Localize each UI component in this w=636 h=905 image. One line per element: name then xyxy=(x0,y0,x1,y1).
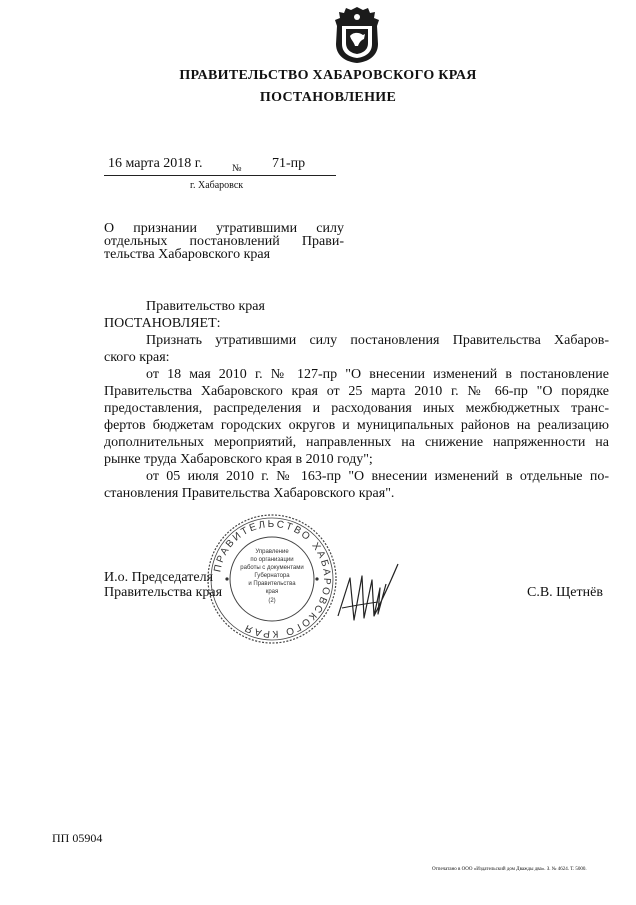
stamp-center-line: края xyxy=(265,589,279,595)
stamp-center-line: по организации xyxy=(250,557,294,563)
body-line: становления Правительства Хабаровского края". xyxy=(104,486,395,501)
body-line: рынке труда Хабаровского края в 2010 году"; xyxy=(104,452,373,467)
position-line: Правительства края xyxy=(104,585,223,600)
government-title: ПРАВИТЕЛЬСТВО ХАБАРОВСКОГО КРАЯ xyxy=(179,68,477,83)
printer-imprint: Отпечатано в ООО «Издательский дом Дважды два». З. № 4624. Т. 5000. xyxy=(432,867,587,872)
body-line: ского края: xyxy=(104,350,170,365)
stamp-center-line: и Правительства xyxy=(248,581,296,587)
stamp-center-line: (2) xyxy=(268,598,276,604)
document-number: 71-пр xyxy=(272,156,306,171)
body-line: фертов бюджетам городских округов и муниципальных районов на реализацию xyxy=(104,418,609,433)
body-line: предоставления, распределения и расходования иных межбюджетных транс- xyxy=(104,401,609,416)
signatory-position xyxy=(104,570,222,600)
stamp-ring-text: ПРАВИТЕЛЬСТВО ХАБАРОВСКОГО КРАЯ xyxy=(212,518,333,640)
coat-of-arms-icon xyxy=(333,6,381,64)
stamp-center-line: Губернатора xyxy=(254,573,290,579)
body-line: от 05 июля 2010 г. № 163-пр "О внесении изменений в отдельные по- xyxy=(146,469,609,484)
body-line: Признать утратившими силу постановления Правительства Хабаров- xyxy=(146,333,609,348)
body-line: ПОСТАНОВЛЯЕТ: xyxy=(104,316,221,331)
document-body xyxy=(104,298,609,502)
body-line: дополнительных мероприятий, направленных на снижение напряженности на xyxy=(104,435,609,450)
signatory-name: С.В. Щетнёв xyxy=(527,585,603,600)
number-sign: № xyxy=(232,163,242,174)
stamp-center-line: работы с документами xyxy=(240,565,304,571)
stamp-center-line: Управление xyxy=(255,549,289,555)
official-stamp xyxy=(205,512,339,646)
position-line: И.о. Председателя xyxy=(104,570,214,585)
document-code: ПП 05904 xyxy=(52,831,103,845)
document-type: ПОСТАНОВЛЕНИЕ xyxy=(259,90,397,105)
body-line: от 18 мая 2010 г. № 127-пр "О внесении изменений в постановление xyxy=(146,367,609,382)
date-underline xyxy=(104,175,336,176)
city-label: г. Хабаровск xyxy=(190,180,244,191)
body-line: Правительства Хабаровского края от 25 марта 2010 г. № 66-пр "О порядке xyxy=(104,384,609,399)
handwritten-signature xyxy=(328,558,408,628)
subject-line: О признании утратившими силу xyxy=(104,221,344,236)
document-date: 16 марта 2018 г. xyxy=(108,156,203,171)
document-subject xyxy=(104,222,344,261)
body-line: Правительство края xyxy=(146,299,265,314)
subject-line: тельства Хабаровского края xyxy=(104,247,271,262)
subject-line: отдельных постановлений Прави- xyxy=(104,234,344,249)
